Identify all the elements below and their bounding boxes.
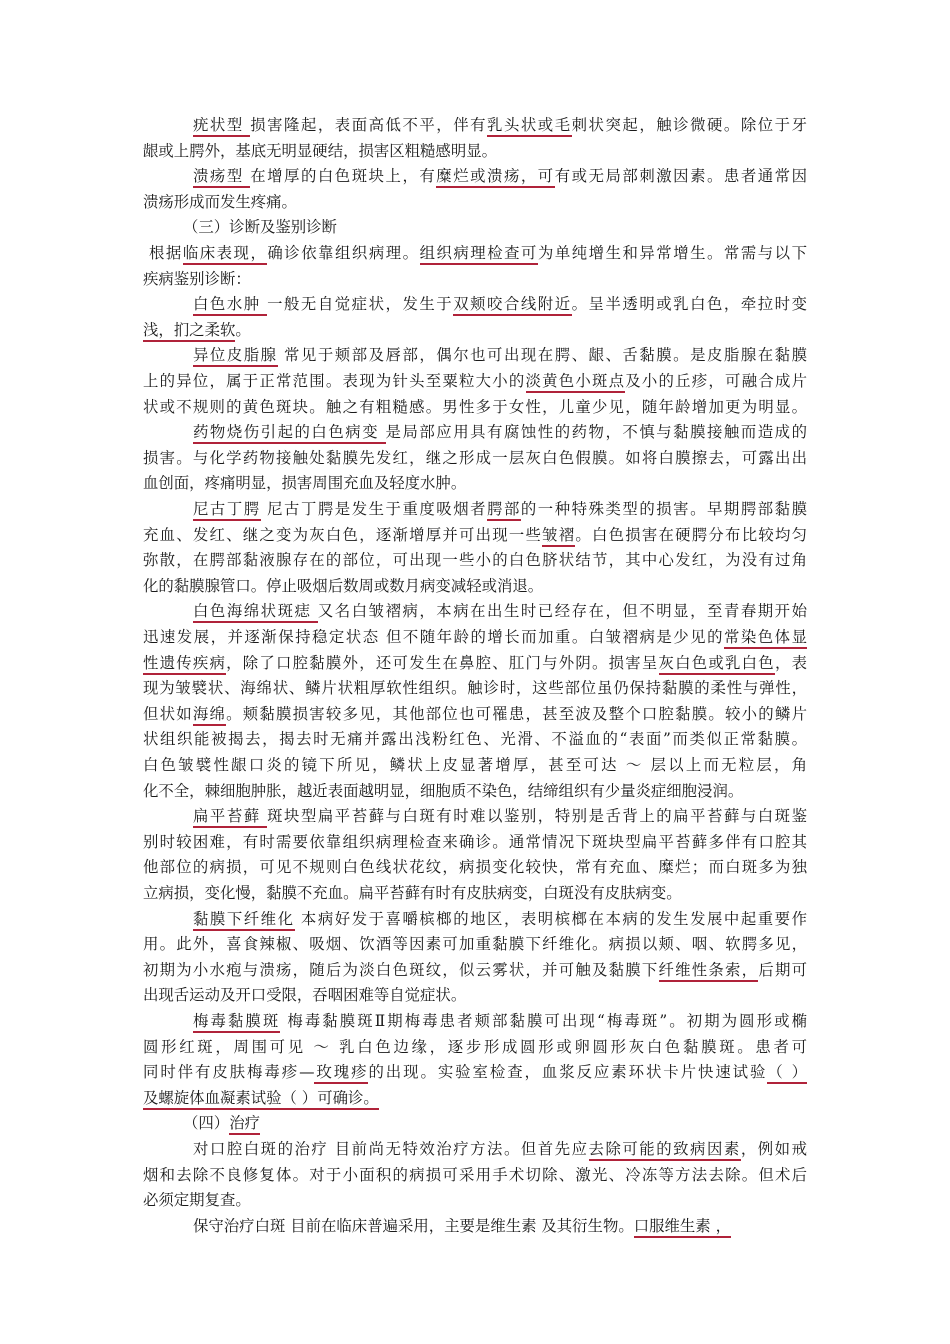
text-run: 初期为小水疱与溃疡，随后为淡白色斑纹，似云雾状，并可触及黏膜下	[143, 960, 659, 979]
text-line	[143, 163, 807, 189]
underlined-phrase: 临床表现，	[183, 244, 268, 265]
underlined-phrase: 皱褶	[542, 526, 575, 547]
underlined-phrase: 糜烂或溃疡，可	[436, 167, 554, 188]
underlined-phrase: 治疗	[229, 1114, 260, 1135]
text-run: （四）	[183, 1114, 230, 1133]
text-run: 状组织能被揭去，揭去时无痛并露出浅粉红色、光滑、不溢血的“表面”而类似正常黏膜。	[143, 730, 807, 749]
text-line	[143, 1059, 807, 1085]
text-run: 尼古丁腭是发生于重度吸烟者	[260, 500, 488, 518]
underlined-phrase: 乳头状或毛	[487, 116, 572, 137]
text-line	[143, 1034, 807, 1060]
underlined-phrase: 淡黄色小斑点	[526, 372, 626, 393]
text-line	[143, 624, 807, 650]
text-run: 同时伴有皮肤梅毒疹—	[143, 1063, 315, 1082]
text-line	[143, 470, 807, 496]
text-run: 弥散，在腭部黏液腺存在的部位，可出现一些小的白色脐状结节，其中心发红，为没有过角	[143, 551, 807, 570]
text-line	[143, 342, 807, 368]
text-run: ，除了口腔黏膜外，还可发生在鼻腔、肛门与外阴。损害呈	[226, 653, 659, 672]
text-run: 用。此外，喜食辣椒、吸烟、饮酒等因素可加重黏膜下纤维化。病损以颊、咽、软腭多见，	[143, 935, 807, 954]
text-line	[143, 957, 807, 983]
text-line	[143, 496, 807, 522]
underlined-phrase: 疣状型	[193, 116, 250, 137]
text-run: （三）诊断及鉴别诊断	[183, 218, 337, 237]
text-line	[143, 394, 807, 420]
underlined-phrase: 腭部	[487, 500, 521, 521]
text-run: 疾病鉴别诊断：	[143, 269, 251, 288]
text-run: ，例如戒	[740, 1140, 807, 1158]
text-run: 上的异位，属于正常范围。表现为针头至粟粒大小的	[143, 372, 526, 390]
text-run: 。颊黏膜损害较多见，其他部位也可罹患，甚至波及整个口腔黏膜。较小的鳞片	[226, 704, 807, 723]
text-line	[143, 829, 807, 855]
text-run: 是局部应用具有腐蚀性的药物，不慎与黏膜接触而造成的	[385, 423, 807, 442]
underlined-phrase: 玫瑰疹	[314, 1063, 368, 1084]
text-run: 必须定期复查。	[143, 1191, 251, 1210]
text-run: 斑块型扁平苔藓与白斑有时难以鉴别，特别是舌背上的扁平苔藓与白斑鉴	[267, 807, 807, 826]
text-run: 一般无自觉症状，发生于	[267, 295, 454, 314]
text-line	[143, 778, 807, 804]
text-line	[143, 726, 807, 752]
text-line	[143, 803, 807, 829]
text-line	[143, 854, 807, 880]
underlined-phrase: 组织病理检查可	[420, 244, 538, 265]
text-line	[143, 880, 807, 906]
text-line	[143, 931, 807, 957]
text-line	[143, 445, 807, 471]
text-line	[143, 419, 807, 445]
text-line	[143, 214, 807, 240]
underlined-phrase: 溃疡型	[193, 167, 250, 188]
underlined-phrase: 双颊咬合线附近	[453, 295, 571, 316]
text-line	[143, 573, 807, 599]
text-run: 在增厚的白色斑块上，有	[250, 167, 437, 186]
text-run: 保守治疗白斑 目前在临床普遍采用，主要是维生素 及其衍生物。	[193, 1216, 634, 1235]
underlined-phrase: 扁平苔藓	[193, 807, 267, 828]
underlined-phrase: 药物烧伤引起的白色病变	[193, 423, 386, 444]
underlined-phrase: 白色水肿	[193, 295, 267, 316]
text-run: 状或不规则的黄色斑块。触之有粗糙感。男性多于女性，儿童少见，随年龄增加更为明显。	[143, 397, 807, 416]
text-run: ，表	[774, 653, 807, 672]
underlined-phrase: 口服维生素 ，	[634, 1217, 731, 1238]
text-run: 血创面，疼痛明显，损害周围充血及轻度水肿。	[143, 474, 467, 493]
text-line	[143, 1110, 807, 1136]
text-run: 他部位的病损，可见不规则白色线状花纹，病损变化较快，常有充血、糜烂；而白斑多为独	[143, 858, 807, 877]
underlined-phrase: 性遗传疾病	[143, 654, 226, 675]
text-run: 确诊依靠组织病理。	[267, 244, 420, 262]
text-run: 充血、发红、继之变为灰白色，逐渐增厚并可出现一些	[143, 525, 543, 544]
text-run: 损害隆起，表面高低不平，伴有	[250, 116, 488, 134]
text-line	[143, 1213, 807, 1239]
text-run: 梅毒黏膜斑Ⅱ期梅毒患者颊部黏膜可出现“梅毒斑”。初期为圆形或椭	[280, 1012, 807, 1030]
text-run: 现为皱襞状、海绵状、鳞片状粗厚软性组织。触诊时，这些部位虽仍保持黏膜的柔性与弹性，	[143, 679, 807, 698]
text-run: 又名白皱褶病，本病在出生时已经存在，但不明显，至青春期开始	[317, 602, 807, 621]
text-run: 对口腔白斑的治疗 目前尚无特效治疗方法。但首先应	[193, 1140, 589, 1158]
underlined-phrase: 及螺旋体血凝素试验（ ）可确诊。	[143, 1089, 379, 1110]
underlined-phrase: 海绵	[193, 705, 226, 726]
text-line	[143, 675, 807, 701]
underlined-phrase: 纤维性条索，	[659, 961, 759, 982]
text-line	[143, 906, 807, 932]
text-run: 常见于颊部及唇部，偶尔也可出现在腭、龈、舌黏膜。是皮脂腺在黏膜	[277, 346, 807, 365]
text-run: 的出现。实验室检查，血浆反应素环状卡片快速试验	[368, 1063, 768, 1082]
text-line	[143, 266, 807, 292]
text-run: 及小的丘疹，可融合成片	[625, 372, 807, 390]
text-line	[143, 240, 807, 266]
text-line	[143, 650, 807, 676]
text-line	[143, 982, 807, 1008]
underlined-phrase: 浅，扪之柔软	[143, 321, 235, 342]
text-line	[143, 112, 807, 138]
underlined-phrase: （ ）	[767, 1063, 807, 1084]
text-run: 损害。与化学药物接触处黏膜先发红，继之形成一层灰白色假膜。如将白膜擦去，可露出出	[143, 448, 807, 467]
text-line	[143, 547, 807, 573]
text-run: 白色皱襞性龈口炎的镜下所见，鳞状上皮显著增厚，甚至可达 ～ 层以上而无粒层，角	[143, 756, 807, 774]
underlined-phrase: 异位皮脂腺	[193, 346, 278, 367]
text-run: 别时较困难，有时需要依靠组织病理检查来确诊。通常情况下斑块型扁平苔藓多伴有口腔其	[143, 832, 807, 851]
text-line	[143, 1136, 807, 1162]
text-run: 烟和去除不良修复体。对于小面积的病损可采用手术切除、激光、冷冻等方法去除。但术后	[143, 1165, 807, 1184]
text-run: 。白色损害在硬腭分布比较均匀	[575, 525, 807, 544]
underlined-phrase: 尼古丁腭	[193, 500, 261, 521]
text-line	[143, 291, 807, 317]
text-run: 迅速发展，并逐渐保持稳定状态 但不随年龄的增长而加重。白皱褶病是少见的	[143, 628, 724, 646]
underlined-phrase: 去除可能的致病因素	[589, 1140, 741, 1161]
text-run: 。	[235, 320, 251, 339]
text-line	[143, 1008, 807, 1034]
text-run: 圆形红斑，周围可见 ～ 乳白色边缘，逐步形成圆形或卵圆形灰白色黏膜斑。患者可	[143, 1037, 807, 1056]
underlined-phrase: 灰白色或乳白色	[659, 654, 775, 675]
text-line	[143, 522, 807, 548]
text-line	[143, 752, 807, 778]
text-line	[143, 1187, 807, 1213]
text-line	[143, 1085, 807, 1111]
text-line	[143, 701, 807, 727]
underlined-phrase: 黏膜下纤维化	[193, 910, 295, 931]
text-line	[143, 368, 807, 394]
text-run: 龈或上腭外，基底无明显硬结，损害区粗糙感明显。	[143, 141, 497, 160]
text-run: 有或无局部刺激因素。患者通常因	[554, 167, 807, 186]
text-run: 化不全，棘细胞肿胀，越近表面越明显，细胞质不染色，结缔组织有少量炎症细胞浸润。	[143, 781, 744, 800]
text-run: 溃疡形成而发生疼痛。	[143, 192, 297, 211]
text-line	[143, 189, 807, 215]
text-run: 但状如	[143, 704, 193, 723]
text-run: 本病好发于喜嚼槟榔的地区，表明槟榔在本病的发生发展中起重要作	[294, 909, 807, 928]
text-run: 化的黏膜腺管口。停止吸烟后数周或数月病变减轻或消退。	[143, 576, 544, 595]
underlined-phrase: 梅毒黏膜斑	[193, 1012, 280, 1033]
text-run: 刺状突起，触诊微硬。除位于牙	[571, 116, 807, 134]
underlined-phrase: 白色海绵状斑痣	[193, 602, 318, 623]
text-run: 后期可	[758, 960, 807, 979]
text-run: 出现舌运动及开口受限，吞咽困难等自觉症状。	[143, 986, 467, 1005]
text-run: 为单纯增生和异常增生。常需与以下	[537, 244, 807, 262]
text-line	[143, 1162, 807, 1188]
text-run: 。呈半透明或乳白色，牵拉时变	[571, 295, 807, 314]
text-line	[143, 138, 807, 164]
underlined-phrase: 常染色体显	[724, 628, 807, 649]
text-run: 立病损，变化慢，黏膜不充血。扁平苔藓有时有皮肤病变，白斑没有皮肤病变。	[143, 884, 682, 902]
text-run: 的一种特殊类型的损害。早期腭部黏膜	[520, 500, 807, 518]
text-run: 根据	[149, 244, 183, 262]
text-line	[143, 317, 807, 343]
text-line	[143, 598, 807, 624]
